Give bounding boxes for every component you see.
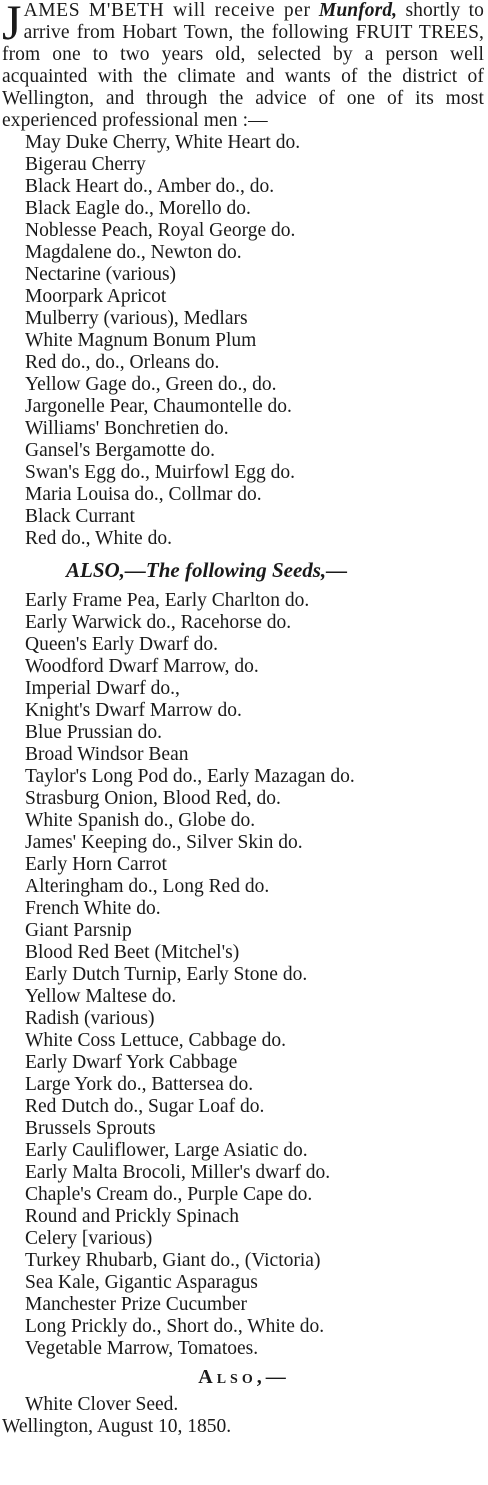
seeds-list [0,590,488,1360]
seed-item: Giant Parsnip [25,920,132,941]
seed-item: Long Prickly do., Short do., White do. [25,1316,325,1337]
fruit-tree-item: Maria Louisa do., Collmar do. [25,484,262,505]
drop-cap: J [2,0,22,50]
seed-item: Queen's Early Dwarf do. [25,634,219,655]
seed-item: Celery [various) [25,1228,153,1249]
fruit-tree-item: Williams' Bonchretien do. [25,418,229,439]
seed-item: Knight's Dwarf Marrow do. [25,700,242,721]
seed-item: Turkey Rhubarb, Giant do., (Victoria) [25,1250,321,1271]
seed-item: Early Cauliflower, Large Asiatic do. [25,1140,308,1161]
vessel-name: Munford, [318,0,398,21]
seed-item: Early Dwarf York Cabbage [25,1052,238,1073]
seed-item: Early Horn Carrot [25,854,167,875]
fruit-tree-item: Jargonelle Pear, Chaumontelle do. [25,396,292,417]
fruit-tree-item: Black Currant [25,506,135,527]
seed-item: Radish (various) [25,1008,155,1029]
seed-item: White Coss Lettuce, Cabbage do. [25,1030,287,1051]
seed-item: Vegetable Marrow, Tomatoes. [25,1338,259,1359]
fruit-tree-item: Yellow Gage do., Green do., do. [25,374,277,395]
fruit-tree-item: White Magnum Bonum Plum [25,330,257,351]
fruit-tree-item: Mulberry (various), Medlars [25,308,248,329]
seed-item: White Spanish do., Globe do. [25,810,256,831]
intro-first-line: AMES M'BETH will receive per [23,0,311,21]
seed-item: Alteringham do., Long Red do. [25,876,270,897]
seed-item: Strasburg Onion, Blood Red, do. [25,788,281,809]
seed-item: Manchester Prize Cucumber [25,1294,248,1315]
fruit-tree-item: Red do., do., Orleans do. [25,352,220,373]
seed-item: Early Dutch Turnip, Early Stone do. [25,964,308,985]
also-list [0,1394,488,1416]
also-item: White Clover Seed. [25,1394,179,1415]
seed-item: Taylor's Long Pod do., Early Mazagan do. [25,766,355,787]
seed-item: Blood Red Beet (Mitchel's) [25,942,240,963]
fruit-tree-item: May Duke Cherry, White Heart do. [25,132,301,153]
intro-text: shortly to arrive from Hobart Town, the following FRUIT TREES, from one to two years old, selected by a person well acquainted with the climate and wants of the district of Wellington, and through the advice of one of its most experienced professional men :— [2,0,484,131]
fruit-tree-item: Moorpark Apricot [25,286,167,307]
fruit-tree-item: Black Heart do., Amber do., do. [25,176,275,197]
fruit-tree-item: Nectarine (various) [25,264,177,285]
fruit-tree-item: Gansel's Bergamotte do. [25,440,215,461]
fruit-tree-item: Black Eagle do., Morello do. [25,198,251,219]
fruit-tree-item: Swan's Egg do., Muirfowl Egg do. [25,462,296,483]
seed-item: Blue Prussian do. [25,722,163,743]
fruit-tree-item: Noblesse Peach, Royal George do. [25,220,296,241]
seed-item: Large York do., Battersea do. [25,1074,254,1095]
dateline: Wellington, August 10, 1850. [2,1416,232,1437]
seed-item: Early Frame Pea, Early Charlton do. [25,590,310,611]
seed-item: Sea Kale, Gigantic Asparagus [25,1272,258,1293]
intro-paragraph [0,0,488,132]
seed-item: Yellow Maltese do. [25,986,177,1007]
seed-item: French White do. [25,898,161,919]
fruit-tree-item: Bigerau Cherry [25,154,146,175]
seed-item: Early Malta Brocoli, Miller's dwarf do. [25,1162,331,1183]
seed-item: James' Keeping do., Silver Skin do. [25,832,303,853]
fruit-trees-list [0,132,488,550]
seed-item: Red Dutch do., Sugar Loaf do. [25,1096,265,1117]
seed-item: Broad Windsor Bean [25,744,189,765]
fruit-tree-item: Magdalene do., Newton do. [25,242,242,263]
seed-item: Woodford Dwarf Marrow, do. [25,656,259,677]
seed-item: Brussels Sprouts [25,1118,156,1139]
seed-item: Round and Prickly Spinach [25,1206,239,1227]
seed-item: Imperial Dwarf do., [25,678,180,699]
seed-item: Early Warwick do., Racehorse do. [25,612,292,633]
fruit-tree-item: Red do., White do. [25,528,172,549]
seeds-heading: ALSO,—The following Seeds,— [66,558,348,582]
seed-item: Chaple's Cream do., Purple Cape do. [25,1184,313,1205]
also-heading: Also,— [198,1366,290,1388]
